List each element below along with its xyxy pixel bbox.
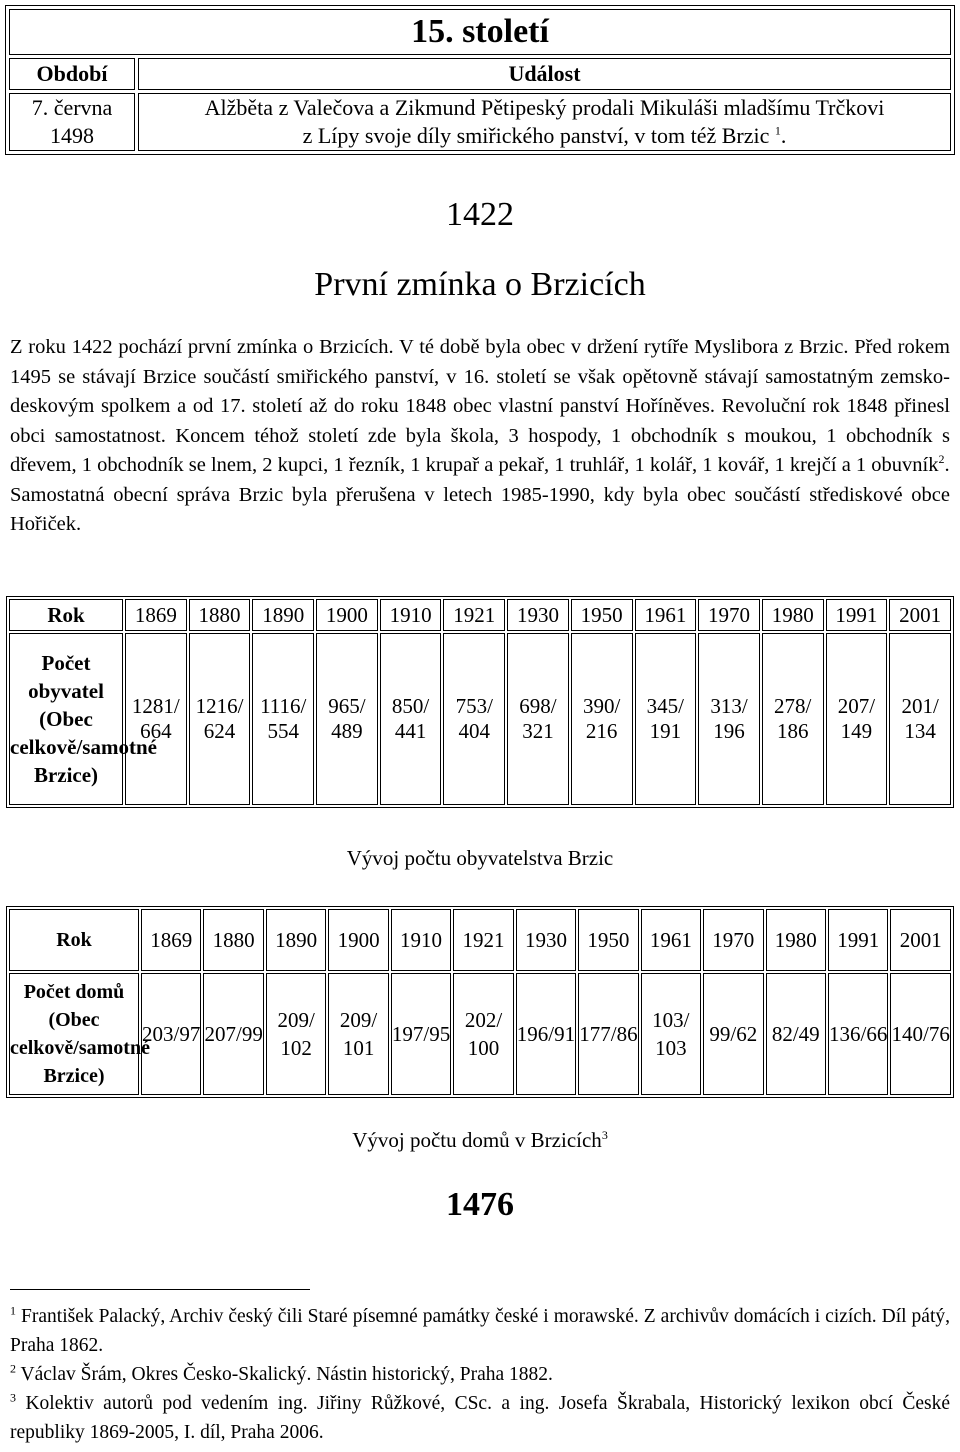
events-table [5, 5, 955, 155]
population-year-cell: 1950 [571, 599, 633, 631]
paragraph-1 [10, 333, 950, 481]
houses-year-cell: 1961 [641, 909, 701, 971]
footnote-text: František Palacký, Archiv český čili Staré písemné památky české i morawské. Z archivův domácích i cizích. Díl pátý, Praha 1862. [10, 1306, 951, 1356]
population-value-cell: 278/186 [762, 633, 824, 805]
houses-table [6, 906, 954, 1098]
population-year-label: Rok [9, 599, 123, 631]
period-header: Období [9, 58, 135, 90]
houses-value-cell: 203/97 [141, 973, 201, 1095]
houses-year-cell: 1980 [766, 909, 826, 971]
houses-year-cell: 1991 [828, 909, 888, 971]
footnote-item [10, 1302, 950, 1360]
houses-caption-text: Vývoj počtu domů v Brzicích [352, 1128, 602, 1152]
population-table [6, 596, 954, 808]
population-value-label: Počet obyvatel (Obec celkově/samotné Brzice) [9, 633, 123, 805]
population-year-cell: 1890 [252, 599, 314, 631]
houses-value-cell: 202/100 [453, 973, 513, 1095]
event-text-end: . [780, 123, 787, 148]
population-year-cell: 1900 [316, 599, 378, 631]
event-date-line1: 7. června [31, 95, 113, 120]
houses-value-cell: 197/95 [391, 973, 451, 1095]
event-date-line2: 1498 [50, 123, 94, 148]
footnote-ref-2: 2 [938, 452, 945, 467]
population-year-cell: 1980 [762, 599, 824, 631]
houses-year-label: Rok [9, 909, 139, 971]
footnote-item [10, 1360, 950, 1389]
houses-year-cell: 1869 [141, 909, 201, 971]
houses-value-cell: 209/102 [266, 973, 326, 1095]
houses-year-cell: 1970 [703, 909, 763, 971]
houses-year-cell: 2001 [890, 909, 951, 971]
houses-year-cell: 1950 [578, 909, 638, 971]
population-year-cell: 1961 [635, 599, 697, 631]
population-year-cell: 1880 [189, 599, 251, 631]
footnote-text: Kolektiv autorů pod vedením ing. Jiřiny Růžkové, CSc. a ing. Josefa Škrabala, Historický lexikon obcí České republiky 1869-2005, I. díl, Praha 2006. [10, 1393, 950, 1443]
houses-value-cell: 103/103 [641, 973, 701, 1095]
houses-value-cell: 140/76 [890, 973, 951, 1095]
footnote-number: 1 [10, 1303, 16, 1318]
footnote-ref-1: 1 [774, 123, 781, 138]
houses-value-cell: 177/86 [578, 973, 638, 1095]
population-value-cell: 965/489 [316, 633, 378, 805]
event-text-line1: Alžběta z Valečova a Zikmund Pětipeský prodali Mikuláši mladšímu Trčkovi [204, 95, 885, 120]
population-value-cell: 1116/554 [252, 633, 314, 805]
event-text-line2: z Lípy svoje díly smiřického panství, v tom též Brzic [302, 123, 770, 148]
houses-year-cell: 1890 [266, 909, 326, 971]
population-value-cell: 345/191 [635, 633, 697, 805]
population-year-cell: 1921 [443, 599, 505, 631]
footnotes [10, 1302, 950, 1447]
population-caption: Vývoj počtu obyvatelstva Brzic [346, 846, 614, 870]
footnote-ref-3: 3 [601, 1128, 608, 1142]
population-value-cell: 850/441 [380, 633, 442, 805]
footnote-number: 2 [10, 1361, 16, 1376]
paragraph-1-end: . [944, 454, 950, 476]
population-year-cell: 1970 [698, 599, 760, 631]
paragraph-1-text: Z roku 1422 pochází první zmínka o Brzicích. V té době byla obec v držení rytíře Myslibora z Brzic. Před rokem 1495 se stávají Brzice součástí smiřického panství, v 16. století se však opětovně stávají samostatným zemsko-deskovým spolkem a od 17. století až do roku 1848 obec vlastní panství Hoříněves. Revoluční rok 1848 přinesl obci samostatnost. Koncem téhož století zde byla škola, 3 hospody, 1 obchodník s moukou, 1 obchodník s dřevem, 1 obchodník se lnem, 2 kupci, 1 řezník, 1 krupař a pekař, 1 truhlář, 1 kolář, 1 kovář, 1 krejčí a 1 obuvník [10, 336, 950, 476]
houses-caption [0, 1128, 960, 1153]
houses-value-cell: 136/66 [828, 973, 888, 1095]
next-section-year: 1476 [446, 1186, 514, 1223]
footnote-item [10, 1389, 950, 1447]
houses-value-cell: 82/49 [766, 973, 826, 1095]
population-value-cell: 207/149 [826, 633, 888, 805]
population-year-cell: 1910 [380, 599, 442, 631]
houses-value-cell: 209/101 [328, 973, 388, 1095]
footnote-number: 3 [10, 1390, 16, 1405]
houses-value-cell: 196/91 [516, 973, 576, 1095]
population-value-cell: 753/404 [443, 633, 505, 805]
population-value-cell: 201/134 [889, 633, 951, 805]
event-description [138, 93, 951, 151]
houses-value-cell: 99/62 [703, 973, 763, 1095]
houses-year-cell: 1880 [203, 909, 263, 971]
population-value-cell: 390/216 [571, 633, 633, 805]
section-year: 1422 [446, 196, 514, 233]
population-value-cell: 1216/624 [189, 633, 251, 805]
paragraph-2: Samostatná obecní správa Brzic byla přerušena v letech 1985-1990, kdy byla obec součástí střediskové obce Hořiček. [10, 483, 950, 535]
population-year-cell: 2001 [889, 599, 951, 631]
footnote-text: Václav Šrám, Okres Česko-Skalický. Nástin historický, Praha 1882. [20, 1364, 553, 1385]
century-title: 15. století [9, 9, 951, 55]
houses-value-label: Počet domů (Obec celkově/samotné Brzice) [9, 973, 139, 1095]
houses-year-cell: 1910 [391, 909, 451, 971]
event-date [9, 93, 135, 151]
section-title: První zmínka o Brzicích [314, 266, 646, 303]
population-year-cell: 1869 [125, 599, 187, 631]
houses-year-cell: 1921 [453, 909, 513, 971]
footnote-divider [10, 1289, 310, 1290]
houses-value-cell: 207/99 [203, 973, 263, 1095]
houses-year-cell: 1900 [328, 909, 388, 971]
population-year-cell: 1930 [507, 599, 569, 631]
population-year-cell: 1991 [826, 599, 888, 631]
event-header: Událost [138, 58, 951, 90]
section-body [10, 333, 950, 540]
population-value-cell: 313/196 [698, 633, 760, 805]
population-value-cell: 1281/664 [125, 633, 187, 805]
houses-year-cell: 1930 [516, 909, 576, 971]
population-value-cell: 698/321 [507, 633, 569, 805]
